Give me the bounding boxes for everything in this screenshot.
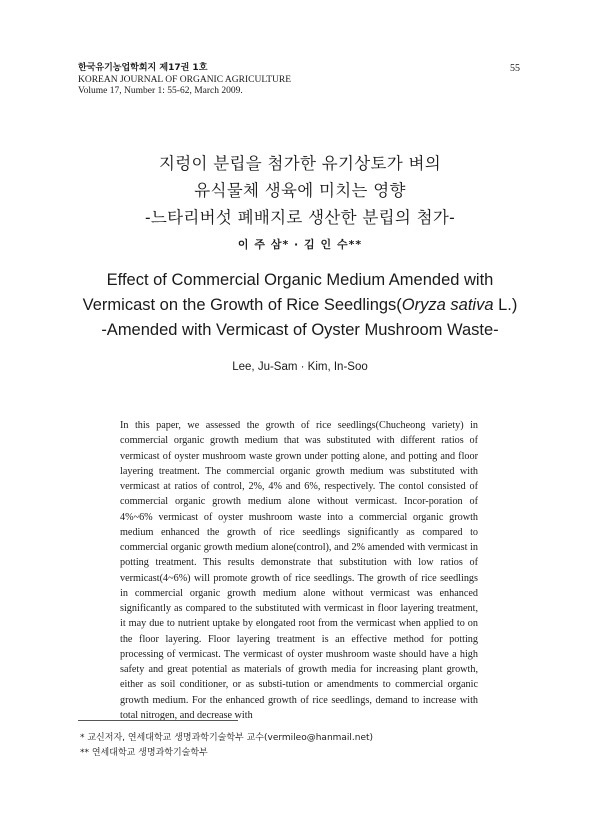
footnote-divider xyxy=(78,720,238,721)
footnote-corresponding-author: * 교신저자, 연세대학교 생명과학기술학부 교수(vermileo@hanmail.net) xyxy=(80,733,374,743)
title-korean-line2: 유식물체 생육에 미치는 영향 xyxy=(194,181,406,200)
volume-info: Volume 17, Number 1: 55-62, March 2009. xyxy=(78,86,243,96)
subtitle-english: -Amended with Vermicast of Oyster Mushroom Waste- xyxy=(101,321,499,339)
abstract: In this paper, we assessed the growth of rice seedlings(Chucheong variety) in commercial organic growth medium that was substituted with different ratios of vermicast of oyster mushroom waste grown under potting alone, and potting and floor layering treatment. The commercial organic growth medium was substituted with vermicast at ratios of control, 2%, 4% and 6%, respectively. The contol consisted of commercial organic growth medium alone without vermicast. Incor-poration of 4%~6% vermicast of oyster mushroom waste into a commercial organic growth medium enhanced the growth of rice seedlings significantly as compared to commercial organic growth medium alone(control), and 2% amended with vermicast in potting treatment. This results demonstrate that substitution with low ratios of vermicast(4~6%) will promote growth of rice seedlings. The growth of rice seedlings in commercial organic growth medium alone without vermicast was enhanced significantly as compared to the substituted with vermicast in floor layering treatment, it may due to nutrient uptake by elongated root from the vermicast when applied to on the floor layering. Floor layering treatment is an effective method for potting processing of vermicast. The vermicast of oyster mushroom waste should have a high safety and great potential as materials of growth media for increasing plant growth, either as soil conditioner, or as substi-tution or amendments to commercial organic growth medium. For the enhanced growth of rice seedlings, demand to increase with total nitrogen, and decrease with xyxy=(120,420,478,721)
journal-header xyxy=(78,63,291,98)
journal-name-english: KOREAN JOURNAL OF ORGANIC AGRICULTURE xyxy=(78,74,292,85)
species-name: Oryza sativa xyxy=(401,296,494,314)
title-korean xyxy=(0,150,600,231)
footnotes xyxy=(80,731,373,761)
journal-name-korean: 한국유기농업학회지 제17권 1호 xyxy=(78,63,208,73)
title-english xyxy=(0,268,600,343)
title-english-line2-pre: Vermicast on the Growth of Rice Seedlings( xyxy=(82,296,402,314)
footnote-affiliation: ** 연세대학교 생명과학기술학부 xyxy=(80,748,208,758)
title-english-line2-post: L.) xyxy=(493,296,518,314)
authors-korean: 이 주 삼* · 김 인 수** xyxy=(237,238,363,251)
subtitle-korean: -느타리버섯 폐배지로 생산한 분립의 첨가- xyxy=(145,208,455,227)
title-korean-line1: 지렁이 분립을 첨가한 유기상토가 벼의 xyxy=(158,154,441,173)
page-number: 55 xyxy=(510,63,520,74)
title-english-line1: Effect of Commercial Organic Medium Amended with xyxy=(106,271,494,289)
title-english-line2 xyxy=(0,293,600,318)
authors-english: Lee, Ju-Sam · Kim, In-Soo xyxy=(232,361,368,373)
